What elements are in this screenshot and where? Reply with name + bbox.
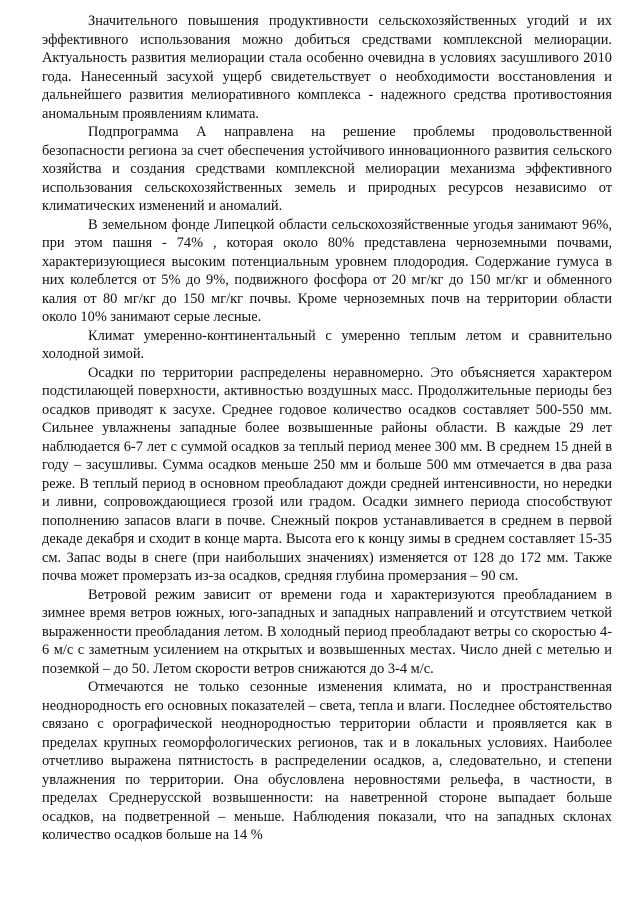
paragraph-climate: Климат умеренно-континентальный с умеренно теплым летом и сравнительно холодной зимой. [42, 327, 612, 362]
paragraph-melioration-intro: Значительного повышения продуктивности сельскохозяйственных угодий и их эффективного использования можно добиться средствами комплексной мелиорации. Актуальность развития мелиорации стала особенно очевидна в условиях засушливого 2010 года. Нанесенный засухой ущерб свидетельствует о необходимости восстановления и дальнейшего развития мелиоративного комплекса - надежного средства противостояния аномальным проявлениям климата. [42, 13, 612, 122]
paragraph-subprogram-a: Подпрограмма А направлена на решение проблемы продовольственной безопасности региона за счет обеспечения устойчивого инновационного развития сельского хозяйства и создания средствами комплексной мелиорации механизма эффективного использования сельскохозяйственных земель и природных ресурсов независимо от климатических изменений и аномалий. [42, 124, 612, 214]
paragraph-spatial-heterogeneity: Отмечаются не только сезонные изменения климата, но и пространственная неоднородность его основных показателей – света, тепла и влаги. Последнее обстоятельство связано с орографической неоднородностью территории области и проявляется как в пределах крупных геоморфологических регионов, так и в локальных условиях. Наиболее отчетливо выражена пятнистость в распределении осадков, а, следовательно, и степени увлажнения по территории. Она обусловлена неровностями рельефа, в частности, в пределах Среднерусской возвышенности: на наветренной стороне выпадает больше осадков, на подветренной – меньше. Наблюдения показали, что на западных склонах количество осадков больше на 14 % [42, 679, 612, 843]
document-body [42, 12, 612, 845]
paragraph-wind-regime: Ветровой режим зависит от времени года и характеризуются преобладанием в зимнее время ветров южных, юго-западных и западных направлений и отсутствием четкой выраженности преобладания летом. В холодный период преобладают ветры со скоростью 4-6 м/с с заметным усилением на открытых и возвышенных местах. Число дней с метелью и поземкой – до 50. Летом скорости ветров снижаются до 3-4 м/с. [42, 586, 612, 677]
paragraph-land-fund: В земельном фонде Липецкой области сельскохозяйственные угодья занимают 96%, при этом пашня - 74% , которая около 80% представлена черноземными почвами, характеризующиеся высоким потенциальным уровнем плодородия. Содержание гумуса в них колеблется от 5% до 9%, подвижного фосфора от 20 мг/кг до 150 мг/кг и обменного калия от 80 мг/кг до 150 мг/кг почвы. Кроме черноземных почв на территории области около 10% занимают серые лесные. [42, 216, 612, 325]
paragraph-precipitation: Осадки по территории распределены неравномерно. Это объясняется характером подстилающей поверхности, активностью воздушных масс. Продолжительные периоды без осадков приводят к засухе. Среднее годовое количество осадков составляет 500-550 мм. Сильнее увлажнены западные более возвышенные районы области. В каждые 29 лет наблюдается 6-7 лет с суммой осадков за теплый период менее 300 мм. В среднем 15 дней в году – засушливы. Сумма осадков меньше 250 мм и больше 500 мм отмечается в два раза реже. В теплый период в основном преобладают дожди средней интенсивности, но нередки и ливни, сопровождающиеся грозой или градом. Осадки зимнего периода способствуют пополнению запасов влаги в почве. Снежный покров устанавливается в среднем в первой декаде декабря и сходит в конце марта. Высота его к концу зимы в среднем составляет 15-35 см. Запас воды в снеге (при наибольших значениях) изменяется от 128 до 172 мм. Также почва может промерзать из-за осадков, средняя глубина промерзания – 90 см. [42, 364, 612, 584]
